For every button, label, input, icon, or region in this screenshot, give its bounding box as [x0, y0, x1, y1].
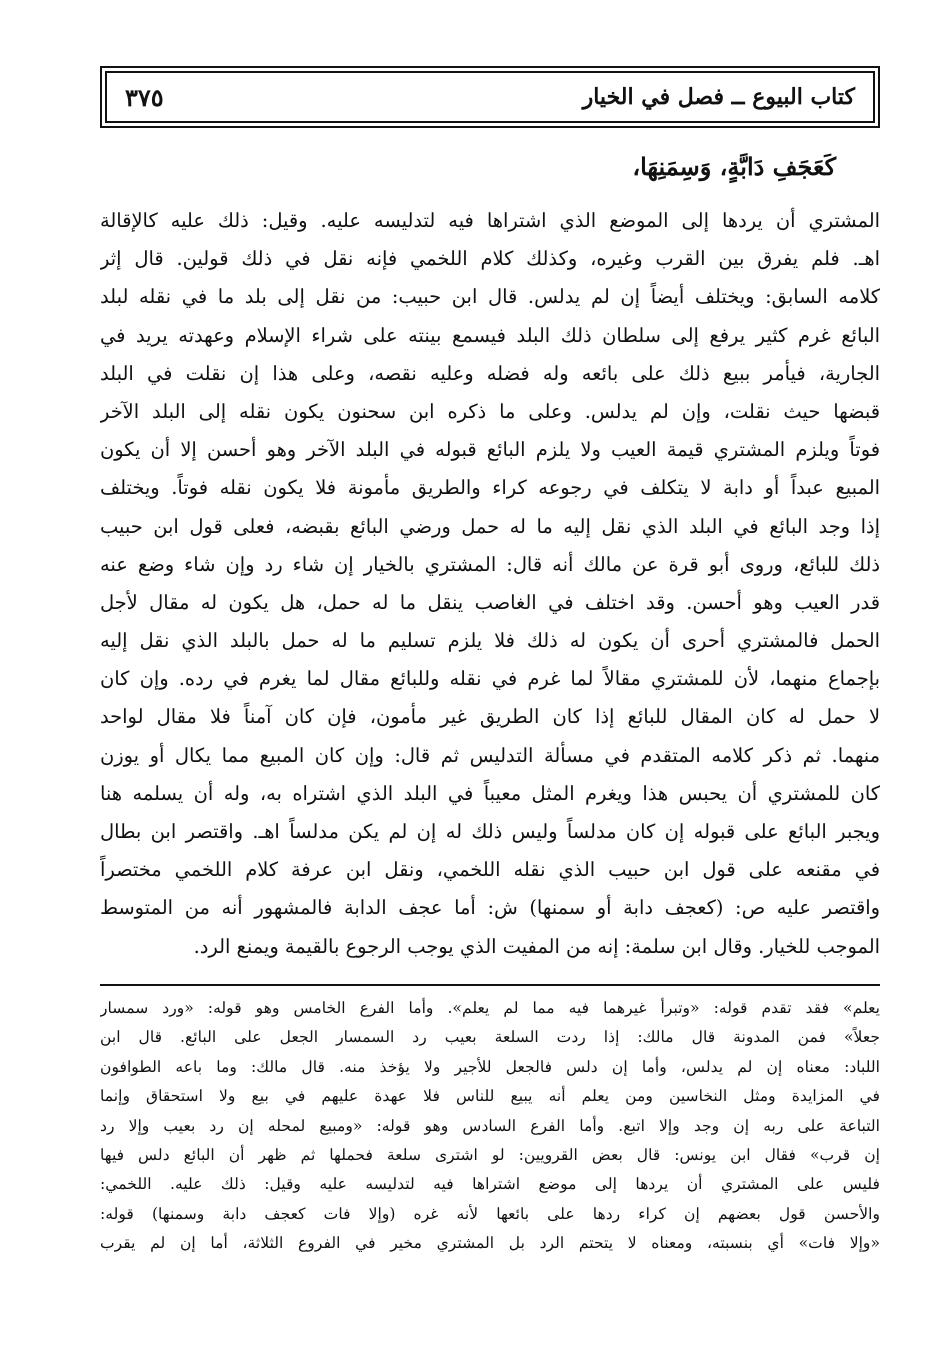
page-header-frame	[100, 66, 880, 128]
commentary-line: قدر العيب وهو أحسن. وقد اختلف في الغاصب ينقل ما له حمل، هل يكون له مقال لأجل	[100, 590, 880, 614]
footnote-body	[100, 994, 880, 1259]
commentary-line: كان للمشتري أن يحبس هذا ويغرم المثل معيباً في البلد الذي اشتراه به، وله أن يسلمه هنا	[100, 781, 880, 805]
commentary-line: اهـ. فلم يفرق بين القرب وغيره، وكذلك كلام اللخمي فإنه نقل في ذلك قولين. قال إثر	[100, 247, 880, 271]
footnote-line: إن قرب» فقال ابن يونس: قال بعض القرويين: لو اشترى سلعة فحملها ثم ظهر أن البائع دلس فيها	[100, 1145, 880, 1164]
running-head: كتاب البيوع ــ فصل في الخيار	[582, 84, 855, 110]
commentary-line: منهما. ثم ذكر كلامه المتقدم في مسألة التدليس ثم قال: وإن كان المبيع مما يكال أو يوزن	[100, 743, 880, 767]
commentary-line: ويجبر البائع على قبوله إن كان مدلساً وليس ذلك له إن لم يكن مدلساً اهـ. واقتصر ابن بطال	[100, 820, 880, 843]
footnote-line: اللباد: معناه إن لم يدلس، وأما إن دلس فالجعل للأجير ولا يؤخذ منه. قال مالك: وما باعه الطوافون	[100, 1057, 880, 1076]
commentary-line: البائع غرم كثير يرفع إلى سلطان ذلك البلد فيسمع بينته على شراء الإسلام وعهدته يريد في	[100, 323, 880, 347]
commentary-line: الموجب للخيار. وقال ابن سلمة: إنه من المفيت الذي يوجب الرجوع بالقيمة ويمنع الرد.	[193, 934, 880, 958]
page-header	[105, 71, 875, 123]
page-number: ٣٧٥	[125, 82, 164, 112]
commentary-line: فوتاً ويلزم المشتري قيمة العيب ولا يلزم البائع قبوله في البلد الآخر وهو أحسن إلا أن يكون	[100, 438, 880, 462]
commentary-line: في مقنعه على قول ابن حبيب الذي نقله اللخمي، ونقل ابن عرفة كلام اللخمي مختصراً	[100, 858, 880, 882]
commentary-line: الحمل فالمشتري أحرى أن يكون له ذلك فلا يلزم تسليم ما له حمل بالبلد الذي نقل إليه	[100, 629, 880, 653]
commentary-line: ذلك للبائع، وروى أبو قرة عن مالك أنه قال: المشتري بالخيار إن شاء رد وإن شاء وضع عنه	[100, 552, 880, 576]
commentary-line: الجارية، فيأمر ببيع ذلك على بائعه وله فضله وعليه نقصه، وعلى هذا إن نقلت في البلد	[100, 361, 880, 385]
commentary-line: واقتصر عليه ص: (كعجف دابة أو سمنها) ش: أما عجف الدابة فالمشهور أنه من المتوسط	[100, 896, 880, 920]
footnote-line: في المزايدة ومثل النخاسين ومن يعلم أنه يبيع للناس فلا عهدة عليهم في بيع ولا استحقاق وإنما	[100, 1087, 880, 1106]
commentary-line: المبيع عبداً أو دابة لا يتكلف في رجوعه كراء والطريق مأمونة فلا يكون نقله فوتاً. ويختلف	[100, 476, 880, 500]
commentary-line: بإجماع منهما، لأن للمشتري مقالاً لما غرم في نقله وللبائع مقال لما يغرم في رده. وإن كان	[100, 667, 880, 691]
matn-text: كَعَجَفِ دَابَّةٍ، وَسِمَنِهَا،	[632, 152, 836, 181]
commentary-line: المشتري أن يردها إلى الموضع الذي اشتراها فيه لتدليسه عليه. وقيل: ذلك عليه كالإقالة	[100, 209, 880, 232]
commentary-line: لا حمل له كان المقال للبائع إذا كان الطريق غير مأمون، فإن كان آمناً فلا مقال لواحد	[100, 705, 880, 729]
commentary-line: قبضها حيث نقلت، وإن لم يدلس. وعلى ما ذكره ابن سحنون يكون نقله إلى البلد الآخر	[100, 399, 880, 423]
commentary-line: كلامه السابق: ويختلف أيضاً إن لم يدلس. قال ابن حبيب: من نقل إلى بلد ما في نقله لبلد	[100, 285, 880, 309]
footnote-line: جعلاً» فمن المدونة قال مالك: إذا ردت السلعة بعيب رد السمسار الجعل على البائع. قال ابن	[100, 1028, 880, 1047]
commentary-line: إذا وجد البائع في البلد الذي نقل إليه ما له حمل ورضي البائع بقبضه، فعلى قول ابن حبيب	[100, 514, 880, 538]
footnote-line: التباعة على ربه إن وجد وإلا اتبع. وأما الفرع السادس وهو قوله: «ومبيع لمحله إن رد بعيب وإلا رد	[100, 1116, 880, 1135]
footnote-divider	[100, 984, 880, 986]
commentary-body	[100, 202, 880, 966]
footnote-line: فليس على المشتري أن يردها إلى موضع اشتراها فيه لتدليسه عليه وقيل: ذلك عليه. اللخمي:	[100, 1175, 880, 1194]
footnote-line: يعلم» فقد تقدم قوله: «وتبرأ غيرهما فيه مما لم يعلم». وأما الفرع الخامس وهو قوله: «ورد سمسار	[100, 999, 880, 1017]
footnote-line: «وإلا فات» أي بنسبته، ومعناه لا يتحتم الرد بل المشتري مخير في الفروع الثلاثة، أما إن لم يقرب	[100, 1234, 880, 1253]
footnote-line: والأحسن قول بعضهم إن كراء ردها على بائعها لأنه غره (وإلا فات كعجف دابة وسمنها) قوله:	[100, 1204, 880, 1223]
